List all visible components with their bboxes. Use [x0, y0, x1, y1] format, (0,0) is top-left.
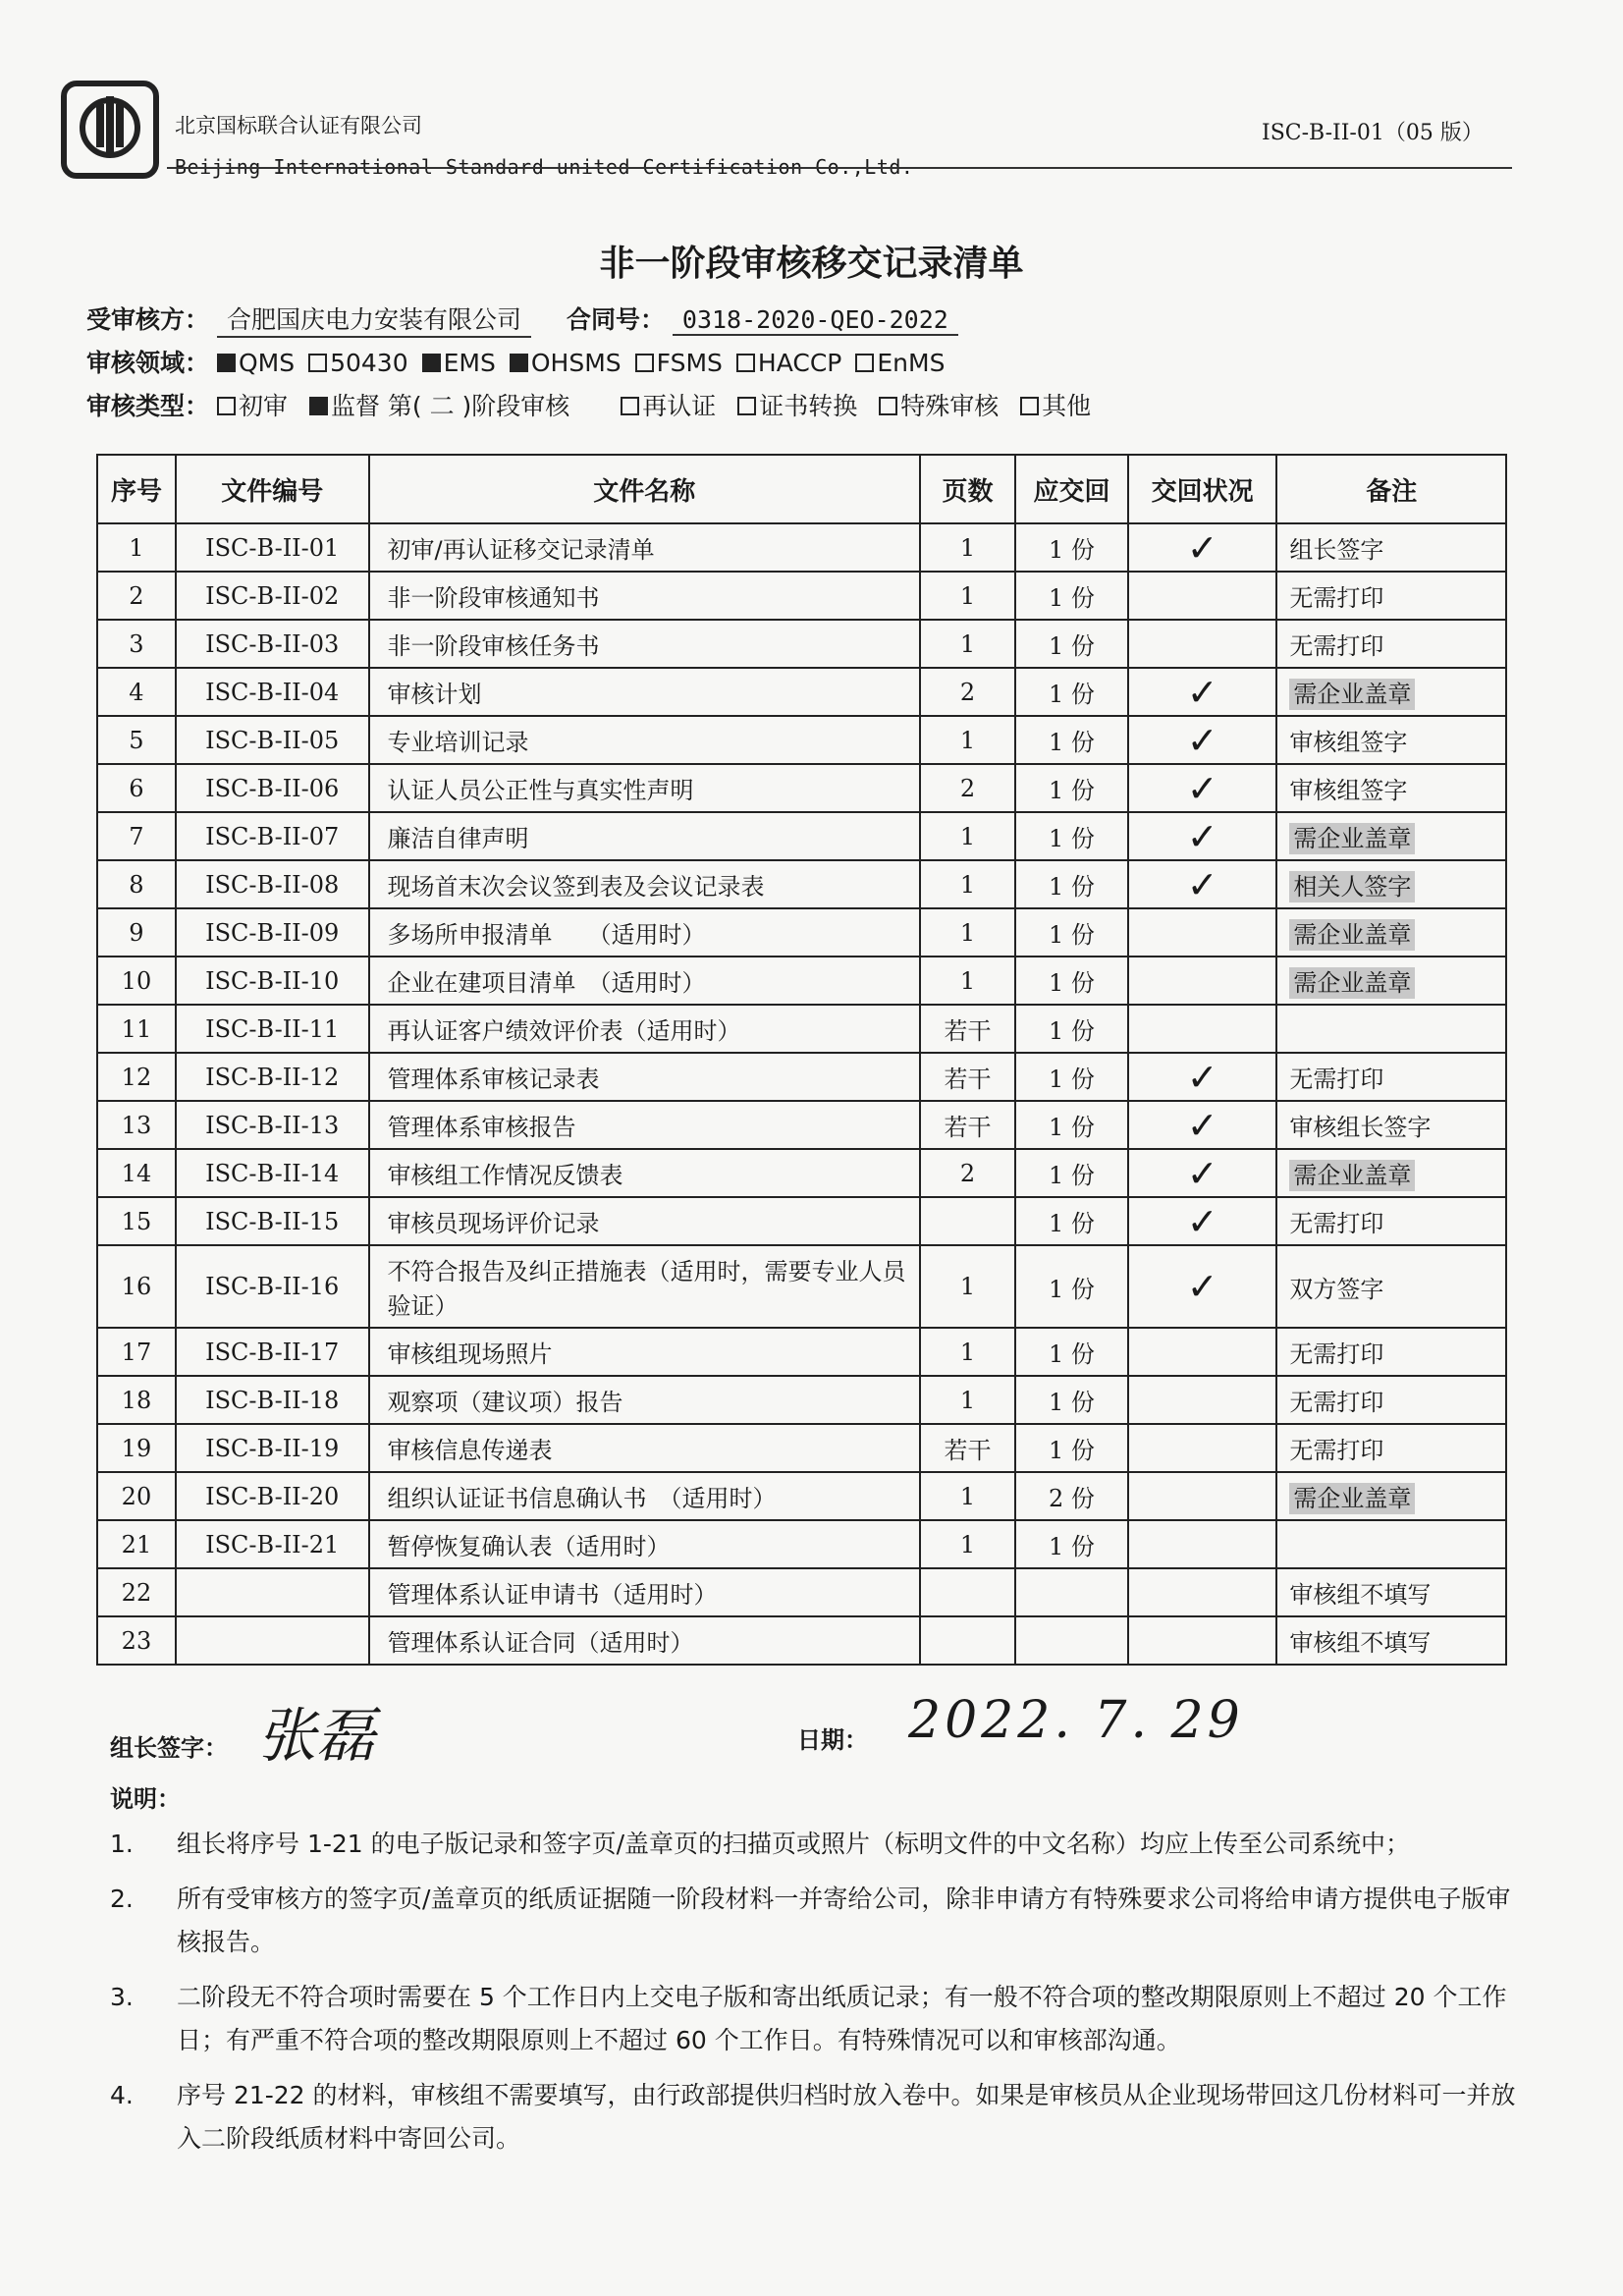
file-name: 观察项（建议项）报告: [369, 1376, 920, 1424]
file-name: 认证人员公正性与真实性声明: [369, 764, 920, 812]
copies-due: 1 份: [1015, 572, 1128, 620]
copies-due: 1 份: [1015, 668, 1128, 716]
file-name: 多场所申报清单 （适用时）: [369, 908, 920, 957]
remark: 审核组不填写: [1276, 1568, 1506, 1616]
table-row: [97, 764, 1506, 812]
copies-due: 1 份: [1015, 1376, 1128, 1424]
checkbox-icon: [879, 397, 897, 415]
file-code: ISC-B-II-17: [176, 1328, 369, 1376]
copies-due: 1 份: [1015, 1520, 1128, 1568]
return-status: [1128, 1520, 1277, 1568]
checkmark-icon: ✓: [1186, 718, 1218, 762]
file-code: [176, 1616, 369, 1665]
row-no: 14: [97, 1149, 176, 1197]
file-code: ISC-B-II-02: [176, 572, 369, 620]
checkmark-icon: ✓: [1186, 1199, 1218, 1243]
file-code: ISC-B-II-01: [176, 523, 369, 572]
table-row: [97, 572, 1506, 620]
file-name: 管理体系审核报告: [369, 1101, 920, 1149]
page-count: 1: [920, 716, 1015, 764]
remark: 组长签字: [1276, 523, 1506, 572]
return-status: [1128, 1568, 1277, 1616]
return-status: [1128, 1053, 1277, 1101]
page-count: 2: [920, 668, 1015, 716]
remark: 无需打印: [1276, 1376, 1506, 1424]
copies-due: 1 份: [1015, 1053, 1128, 1101]
leader-signature-label: 组长签字：: [110, 1734, 228, 1762]
remark: 审核组长签字: [1276, 1101, 1506, 1149]
file-name: 专业培训记录: [369, 716, 920, 764]
file-name: 企业在建项目清单 （适用时）: [369, 957, 920, 1005]
return-status: [1128, 1424, 1277, 1472]
row-no: 9: [97, 908, 176, 957]
table-row: [97, 1424, 1506, 1472]
copies-due: 1 份: [1015, 1101, 1128, 1149]
row-no: 16: [97, 1245, 176, 1328]
file-code: [176, 1568, 369, 1616]
row-no: 18: [97, 1376, 176, 1424]
file-name: 组织认证证书信息确认书 （适用时）: [369, 1472, 920, 1520]
remark: [1276, 1520, 1506, 1568]
return-status: [1128, 1197, 1277, 1245]
audit-field-enms: EnMS: [855, 349, 945, 377]
checkbox-checked-icon: [510, 354, 528, 372]
header-no: 序号: [97, 455, 176, 523]
checkmark-icon: ✓: [1186, 670, 1218, 714]
type-recert: 再认证: [621, 392, 716, 420]
table-row: [97, 620, 1506, 668]
notes-title: 说明：: [110, 1785, 181, 1813]
checkbox-icon: [855, 354, 874, 372]
file-name: 暂停恢复确认表（适用时）: [369, 1520, 920, 1568]
leader-signature: 张磊: [257, 1702, 375, 1771]
table-row: [97, 1520, 1506, 1568]
row-no: 3: [97, 620, 176, 668]
remark: [1276, 1005, 1506, 1053]
header-remark: 备注: [1276, 455, 1506, 523]
file-name: 管理体系认证申请书（适用时）: [369, 1568, 920, 1616]
form-code: ISC-B-II-01（05 版）: [1262, 121, 1484, 145]
file-code: ISC-B-II-20: [176, 1472, 369, 1520]
row-no: 21: [97, 1520, 176, 1568]
remark: 审核组不填写: [1276, 1616, 1506, 1665]
header-name: 文件名称: [369, 455, 920, 523]
return-status: [1128, 668, 1277, 716]
remark: 无需打印: [1276, 1053, 1506, 1101]
row-no: 5: [97, 716, 176, 764]
copies-due: 1 份: [1015, 764, 1128, 812]
file-name: 再认证客户绩效评价表（适用时）: [369, 1005, 920, 1053]
page-count: 1: [920, 1328, 1015, 1376]
table-header-row: [97, 455, 1506, 523]
remark: 需企业盖章: [1276, 1149, 1506, 1197]
row-no: 8: [97, 860, 176, 908]
copies-due: [1015, 1568, 1128, 1616]
row-no: 7: [97, 812, 176, 860]
checkbox-checked-icon: [217, 354, 236, 372]
checkbox-icon: [635, 354, 654, 372]
auditee-label: 受审核方：: [86, 305, 210, 334]
audit-field-ohsms: OHSMS: [510, 349, 622, 377]
header-rule: [167, 167, 1512, 169]
document-title: 非一阶段审核移交记录清单: [599, 244, 1024, 284]
header-returned: 交回状况: [1128, 455, 1277, 523]
row-no: 19: [97, 1424, 176, 1472]
type-transfer: 证书转换: [737, 392, 857, 420]
table-row: [97, 860, 1506, 908]
file-code: ISC-B-II-18: [176, 1376, 369, 1424]
row-no: 4: [97, 668, 176, 716]
row-no: 22: [97, 1568, 176, 1616]
remark: 需企业盖章: [1276, 908, 1506, 957]
checkmark-icon: ✓: [1186, 1055, 1218, 1099]
remark: 审核组签字: [1276, 716, 1506, 764]
note-item: 2. 所有受审核方的签字页/盖章页的纸质证据随一阶段材料一并寄给公司，除非申请方有特殊要求公司将给申请方提供电子版审核报告。: [110, 1885, 1511, 1956]
page-count: 1: [920, 957, 1015, 1005]
checkbox-icon: [737, 397, 756, 415]
copies-due: 1 份: [1015, 1197, 1128, 1245]
table-row: [97, 1053, 1506, 1101]
file-name: 审核员现场评价记录: [369, 1197, 920, 1245]
checkmark-icon: ✓: [1186, 525, 1218, 570]
row-no: 2: [97, 572, 176, 620]
return-status: [1128, 812, 1277, 860]
checkbox-icon: [736, 354, 755, 372]
table-row: [97, 1245, 1506, 1328]
file-name: 审核信息传递表: [369, 1424, 920, 1472]
table-row: [97, 1472, 1506, 1520]
page-count: 1: [920, 1376, 1015, 1424]
checkbox-icon: [217, 397, 236, 415]
file-name: 非一阶段审核任务书: [369, 620, 920, 668]
auditee-row: [86, 301, 958, 338]
return-status: [1128, 620, 1277, 668]
checkmark-icon: ✓: [1186, 1151, 1218, 1195]
file-code: ISC-B-II-11: [176, 1005, 369, 1053]
header-pages: 页数: [920, 455, 1015, 523]
type-special: 特殊审核: [879, 392, 999, 420]
header-copies: 应交回: [1015, 455, 1128, 523]
return-status: [1128, 523, 1277, 572]
file-code: ISC-B-II-05: [176, 716, 369, 764]
return-status: [1128, 764, 1277, 812]
page-count: 若干: [920, 1053, 1015, 1101]
return-status: [1128, 1328, 1277, 1376]
copies-due: 1 份: [1015, 1424, 1128, 1472]
remark: 需企业盖章: [1276, 812, 1506, 860]
audit-type-label: 审核类型：: [86, 392, 210, 420]
checkbox-icon: [308, 354, 327, 372]
return-status: [1128, 1245, 1277, 1328]
remark: 双方签字: [1276, 1245, 1506, 1328]
page-count: 1: [920, 908, 1015, 957]
return-status: [1128, 1616, 1277, 1665]
row-no: 6: [97, 764, 176, 812]
copies-due: 1 份: [1015, 1005, 1128, 1053]
remark: 无需打印: [1276, 1328, 1506, 1376]
notes-list: [110, 1823, 1534, 2172]
file-code: ISC-B-II-21: [176, 1520, 369, 1568]
row-no: 20: [97, 1472, 176, 1520]
remark: 无需打印: [1276, 1424, 1506, 1472]
page-count: 1: [920, 523, 1015, 572]
audit-fields-label: 审核领域：: [86, 349, 210, 377]
note-item: 3. 二阶段无不符合项时需要在 5 个工作日内上交电子版和寄出纸质记录；有一般不符合项的整改期限原则上不超过 20 个工作日；有严重不符合项的整改期限原则上不超过 60 个工作日。有特殊情况可以和审核部沟通。: [110, 1983, 1507, 2054]
checkbox-icon: [1020, 397, 1039, 415]
table-row: [97, 1568, 1506, 1616]
page-count: 若干: [920, 1005, 1015, 1053]
copies-due: 1 份: [1015, 716, 1128, 764]
file-code: ISC-B-II-19: [176, 1424, 369, 1472]
row-no: 13: [97, 1101, 176, 1149]
note-item: 4. 序号 21-22 的材料，审核组不需要填写，由行政部提供归档时放入卷中。如果是审核员从企业现场带回这几份材料可一并放入二阶段纸质材料中寄回公司。: [110, 2081, 1516, 2153]
copies-due: 1 份: [1015, 1149, 1128, 1197]
type-surveillance: 监督 第( 二 )阶段审核: [309, 392, 569, 420]
checkmark-icon: ✓: [1186, 1103, 1218, 1147]
row-no: 15: [97, 1197, 176, 1245]
remark: 无需打印: [1276, 572, 1506, 620]
company-name-cn: 北京国标联合认证有限公司: [175, 114, 422, 137]
audit-fields-row: [86, 344, 958, 379]
file-code: ISC-B-II-08: [176, 860, 369, 908]
row-no: 17: [97, 1328, 176, 1376]
return-status: [1128, 572, 1277, 620]
remark: 需企业盖章: [1276, 1472, 1506, 1520]
type-initial: 初审: [217, 392, 288, 420]
file-code: ISC-B-II-13: [176, 1101, 369, 1149]
row-no: 11: [97, 1005, 176, 1053]
remark: 审核组签字: [1276, 764, 1506, 812]
file-code: ISC-B-II-14: [176, 1149, 369, 1197]
file-code: ISC-B-II-15: [176, 1197, 369, 1245]
page-count: 1: [920, 860, 1015, 908]
file-name: 非一阶段审核通知书: [369, 572, 920, 620]
signed-date: 2022. 7. 29: [908, 1691, 1244, 1750]
file-name: 初审/再认证移交记录清单: [369, 523, 920, 572]
table-row: [97, 1005, 1506, 1053]
copies-due: 1 份: [1015, 957, 1128, 1005]
copies-due: 1 份: [1015, 1245, 1128, 1328]
remark: 需企业盖章: [1276, 668, 1506, 716]
copies-due: 1 份: [1015, 908, 1128, 957]
page-count: [920, 1568, 1015, 1616]
return-status: [1128, 1101, 1277, 1149]
file-code: ISC-B-II-12: [176, 1053, 369, 1101]
page-count: 1: [920, 620, 1015, 668]
row-no: 12: [97, 1053, 176, 1101]
table-row: [97, 1101, 1506, 1149]
return-status: [1128, 1472, 1277, 1520]
table-row: [97, 1376, 1506, 1424]
row-no: 10: [97, 957, 176, 1005]
return-status: [1128, 1376, 1277, 1424]
return-status: [1128, 716, 1277, 764]
return-status: [1128, 908, 1277, 957]
copies-due: 1 份: [1015, 860, 1128, 908]
table-row: [97, 716, 1506, 764]
table-row: [97, 523, 1506, 572]
copies-due: 1 份: [1015, 523, 1128, 572]
table-row: [97, 957, 1506, 1005]
file-name: 管理体系认证合同（适用时）: [369, 1616, 920, 1665]
page-count: [920, 1197, 1015, 1245]
checkbox-checked-icon: [309, 397, 328, 415]
checkmark-icon: ✓: [1186, 814, 1218, 858]
file-code: ISC-B-II-09: [176, 908, 369, 957]
copies-due: 1 份: [1015, 1328, 1128, 1376]
file-code: ISC-B-II-16: [176, 1245, 369, 1328]
copies-due: [1015, 1616, 1128, 1665]
date-label: 日期：: [797, 1726, 868, 1754]
remark: 无需打印: [1276, 620, 1506, 668]
company-logo-icon: [61, 81, 159, 179]
table-row: [97, 1149, 1506, 1197]
audit-field-50430: 50430: [308, 349, 408, 377]
copies-due: 2 份: [1015, 1472, 1128, 1520]
file-code: ISC-B-II-03: [176, 620, 369, 668]
checkmark-icon: ✓: [1186, 766, 1218, 810]
row-no: 23: [97, 1616, 176, 1665]
file-code: ISC-B-II-10: [176, 957, 369, 1005]
return-status: [1128, 1005, 1277, 1053]
page-count: 若干: [920, 1424, 1015, 1472]
return-status: [1128, 1149, 1277, 1197]
row-no: 1: [97, 523, 176, 572]
audit-field-qms: QMS: [217, 349, 295, 377]
table-row: [97, 1328, 1506, 1376]
table-row: [97, 668, 1506, 716]
table-row: [97, 812, 1506, 860]
note-item: 1. 组长将序号 1-21 的电子版记录和签字页/盖章页的扫描页或照片（标明文件的中文名称）均应上传至公司系统中；: [110, 1830, 1411, 1858]
type-other: 其他: [1020, 392, 1091, 420]
file-name: 审核组现场照片: [369, 1328, 920, 1376]
contract-value: 0318-2020-QEO-2022: [673, 305, 958, 336]
checkbox-checked-icon: [422, 354, 441, 372]
table-row: [97, 1197, 1506, 1245]
file-name: 管理体系审核记录表: [369, 1053, 920, 1101]
page-count: 1: [920, 812, 1015, 860]
file-name: 审核计划: [369, 668, 920, 716]
auditee-value: 合肥国庆电力安装有限公司: [217, 301, 531, 338]
table-row: [97, 908, 1506, 957]
audit-field-haccp: HACCP: [736, 349, 841, 377]
return-status: [1128, 860, 1277, 908]
contract-label: 合同号：: [566, 305, 665, 334]
page-count: 若干: [920, 1101, 1015, 1149]
checkbox-icon: [621, 397, 639, 415]
page-count: 1: [920, 1520, 1015, 1568]
page-count: 2: [920, 1149, 1015, 1197]
copies-due: 1 份: [1015, 620, 1128, 668]
audit-type-row: [86, 387, 1105, 422]
file-name: 审核组工作情况反馈表: [369, 1149, 920, 1197]
file-code: ISC-B-II-06: [176, 764, 369, 812]
remark: 相关人签字: [1276, 860, 1506, 908]
page-count: 1: [920, 1472, 1015, 1520]
page-count: 1: [920, 572, 1015, 620]
file-name: 现场首末次会议签到表及会议记录表: [369, 860, 920, 908]
file-code: ISC-B-II-04: [176, 668, 369, 716]
file-code: ISC-B-II-07: [176, 812, 369, 860]
page-count: 1: [920, 1245, 1015, 1328]
remark: 无需打印: [1276, 1197, 1506, 1245]
page-count: 2: [920, 764, 1015, 812]
audit-field-ems: EMS: [422, 349, 496, 377]
company-name-en: Beijing International Standard united Certification Co.,Ltd.: [175, 155, 914, 179]
audit-field-fsms: FSMS: [635, 349, 723, 377]
checkmark-icon: ✓: [1186, 1265, 1218, 1308]
header-code: 文件编号: [176, 455, 369, 523]
return-status: [1128, 957, 1277, 1005]
file-name: 不符合报告及纠正措施表（适用时，需要专业人员验证）: [369, 1245, 920, 1328]
file-name: 廉洁自律声明: [369, 812, 920, 860]
copies-due: 1 份: [1015, 812, 1128, 860]
page-count: [920, 1616, 1015, 1665]
checkmark-icon: ✓: [1186, 862, 1218, 906]
table-row: [97, 1616, 1506, 1665]
remark: 需企业盖章: [1276, 957, 1506, 1005]
transfer-record-table: [96, 454, 1507, 1666]
